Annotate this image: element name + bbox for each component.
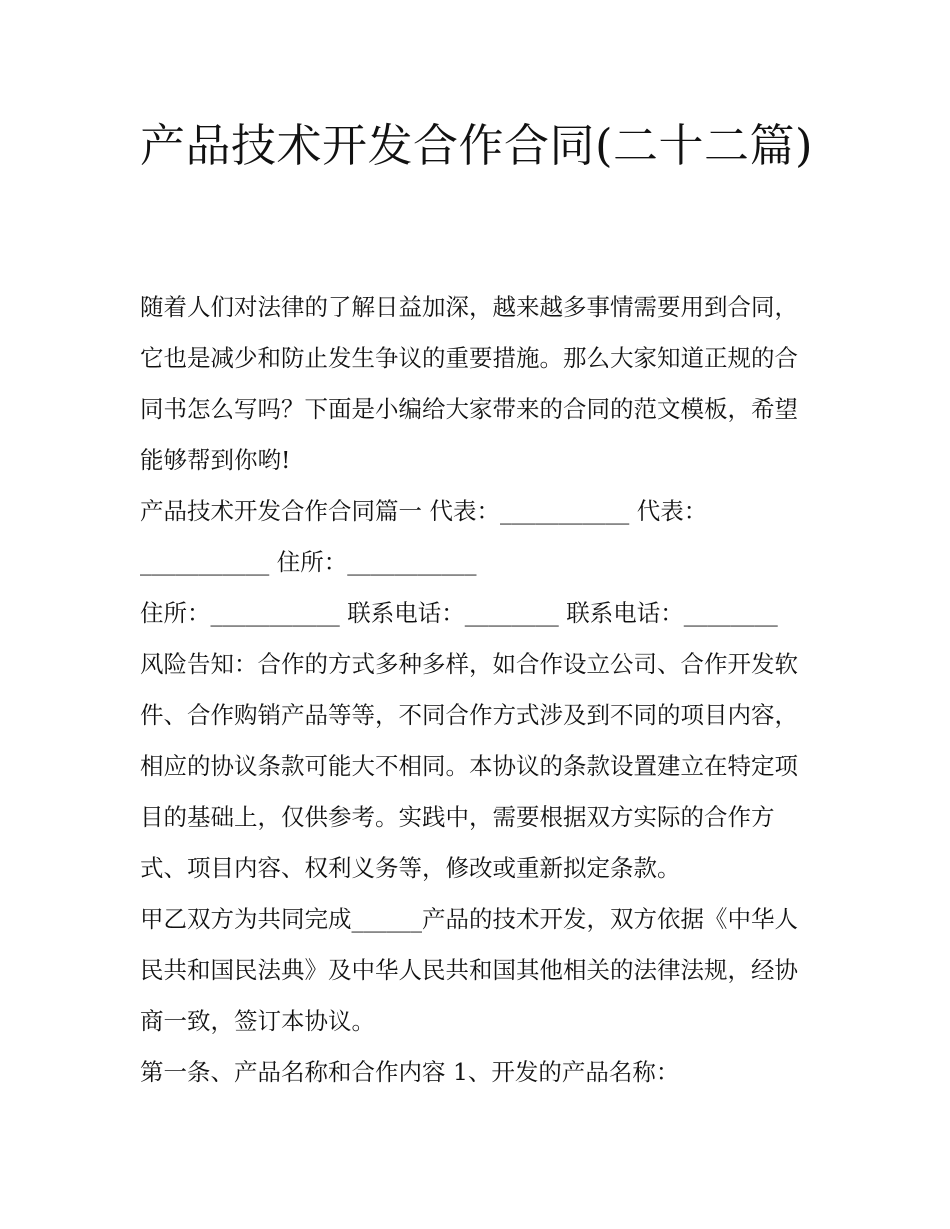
- intro-paragraph: 随着人们对法律的了解日益加深，越来越多事情需要用到合同，它也是减少和防止发生争议的重要措施。那么大家知道正规的合同书怎么写吗？下面是小编给大家带来的合同的范文模板，希望能够帮到你哟!: [140, 293, 798, 474]
- risk-notice-paragraph: 风险告知：合作的方式多种多样，如合作设立公司、合作开发软件、合作购销产品等等，不同合作方式涉及到不同的项目内容，相应的协议条款可能大不相同。本协议的条款设置建立在特定项目的基础上，仅供参考。实践中，需要根据双方实际的合作方式、项目内容、权利义务等，修改或重新拟定条款。: [140, 650, 798, 882]
- contract-parties-paragraph: 产品技术开发合作合同篇一 代表：___________ 代表：___________ 住所：___________: [140, 497, 708, 576]
- article-one-paragraph: 第一条、产品名称和合作内容 1、开发的产品名称：: [140, 1058, 680, 1086]
- address-phone-paragraph: 住所：___________ 联系电话：________ 联系电话：________: [140, 599, 778, 627]
- document-body: [140, 282, 815, 1098]
- agreement-basis-paragraph: 甲乙双方为共同完成______产品的技术开发，双方依据《中华人民共和国民法典》及中华人民共和国其他相关的法律法规，经协商一致，签订本协议。: [140, 905, 798, 1035]
- document-title: 产品技术开发合作合同(二十二篇): [140, 119, 814, 172]
